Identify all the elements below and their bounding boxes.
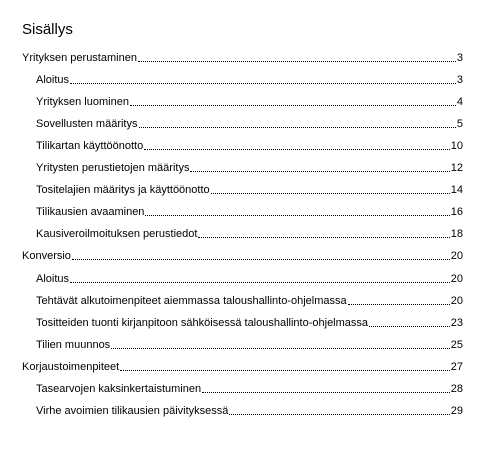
toc-entry-label: Konversio bbox=[22, 250, 71, 263]
toc-heading-entry[interactable] bbox=[22, 248, 463, 264]
toc-entry-label: Tilikausien avaaminen bbox=[36, 206, 145, 219]
toc-entry-label: Korjaustoimenpiteet bbox=[22, 360, 120, 373]
toc-entry-label: Kausiveroilmoituksen perustiedot bbox=[36, 228, 198, 241]
toc-subentry[interactable] bbox=[36, 226, 463, 242]
dot-leader bbox=[211, 192, 450, 194]
toc-entry-label: Yritysten perustietojen määritys bbox=[36, 162, 190, 175]
toc-subentry[interactable] bbox=[36, 94, 463, 110]
toc-subentry[interactable] bbox=[36, 337, 463, 353]
dot-leader bbox=[229, 413, 449, 415]
toc-title: Sisällys bbox=[22, 21, 73, 38]
toc-page-number: 4 bbox=[456, 96, 463, 109]
toc-page-number: 10 bbox=[450, 140, 463, 153]
toc-page-number: 23 bbox=[450, 316, 463, 329]
dot-leader bbox=[120, 369, 450, 371]
toc-page-number: 5 bbox=[456, 118, 463, 131]
toc-page-number: 28 bbox=[450, 382, 463, 395]
toc-entry-label: Tositelajien määritys ja käyttöönotto bbox=[36, 184, 210, 197]
toc-page-number: 12 bbox=[450, 162, 463, 175]
dot-leader bbox=[202, 391, 450, 393]
dot-leader bbox=[145, 214, 449, 216]
toc-entry-label: Tositteiden tuonti kirjanpitoon sähköisessä taloushallinto-ohjelmassa bbox=[36, 316, 369, 329]
toc-entry-label: Aloitus bbox=[36, 74, 70, 87]
toc-page-number: 16 bbox=[450, 206, 463, 219]
toc-page-number: 20 bbox=[450, 272, 463, 285]
toc-subentry[interactable] bbox=[36, 381, 463, 397]
dot-leader bbox=[348, 303, 450, 305]
toc-heading-entry[interactable] bbox=[22, 50, 463, 66]
dot-leader bbox=[72, 258, 450, 260]
toc-subentry[interactable] bbox=[36, 160, 463, 176]
toc-page-number: 20 bbox=[450, 250, 463, 263]
toc-subentry[interactable] bbox=[36, 72, 463, 88]
toc-entry-label: Virhe avoimien tilikausien päivityksessä bbox=[36, 404, 229, 417]
toc-entry-label: Yrityksen perustaminen bbox=[22, 52, 137, 64]
toc-page-number: 25 bbox=[450, 338, 463, 351]
toc-subentry[interactable] bbox=[36, 293, 463, 309]
toc-page-number: 14 bbox=[450, 184, 463, 197]
toc-page-number: 3 bbox=[456, 52, 463, 64]
toc-entry-label: Tilien muunnos bbox=[36, 338, 111, 351]
toc-subentry[interactable] bbox=[36, 116, 463, 132]
toc-subentry[interactable] bbox=[36, 204, 463, 220]
toc-page-number: 20 bbox=[450, 294, 463, 307]
toc-subentry[interactable] bbox=[36, 403, 463, 419]
dot-leader bbox=[190, 170, 449, 172]
dot-leader bbox=[369, 325, 450, 327]
dot-leader bbox=[70, 82, 456, 84]
dot-leader bbox=[138, 60, 456, 62]
toc-page-number: 27 bbox=[450, 360, 463, 373]
dot-leader bbox=[70, 281, 450, 283]
toc-subentry[interactable] bbox=[36, 315, 463, 331]
toc-entry-label: Aloitus bbox=[36, 272, 70, 285]
dot-leader bbox=[139, 126, 456, 128]
toc-subentry[interactable] bbox=[36, 271, 463, 287]
toc-entry-label: Tasearvojen kaksinkertaistuminen bbox=[36, 382, 202, 395]
toc-page-number: 18 bbox=[450, 228, 463, 241]
toc-subentry[interactable] bbox=[36, 182, 463, 198]
toc-heading-entry[interactable] bbox=[22, 359, 463, 375]
dot-leader bbox=[130, 104, 456, 106]
dot-leader bbox=[144, 148, 450, 150]
toc-entry-label: Tehtävät alkutoimenpiteet aiemmassa taloushallinto-ohjelmassa bbox=[36, 294, 347, 307]
toc-entry-label: Yrityksen luominen bbox=[36, 96, 129, 109]
dot-leader bbox=[198, 236, 449, 238]
toc-page-number: 3 bbox=[456, 74, 463, 87]
toc-subentry[interactable] bbox=[36, 138, 463, 154]
dot-leader bbox=[111, 347, 450, 349]
toc-entry-label: Sovellusten määritys bbox=[36, 118, 138, 131]
toc-entry-label: Tilikartan käyttöönotto bbox=[36, 140, 144, 153]
toc-page-number: 29 bbox=[450, 404, 463, 417]
